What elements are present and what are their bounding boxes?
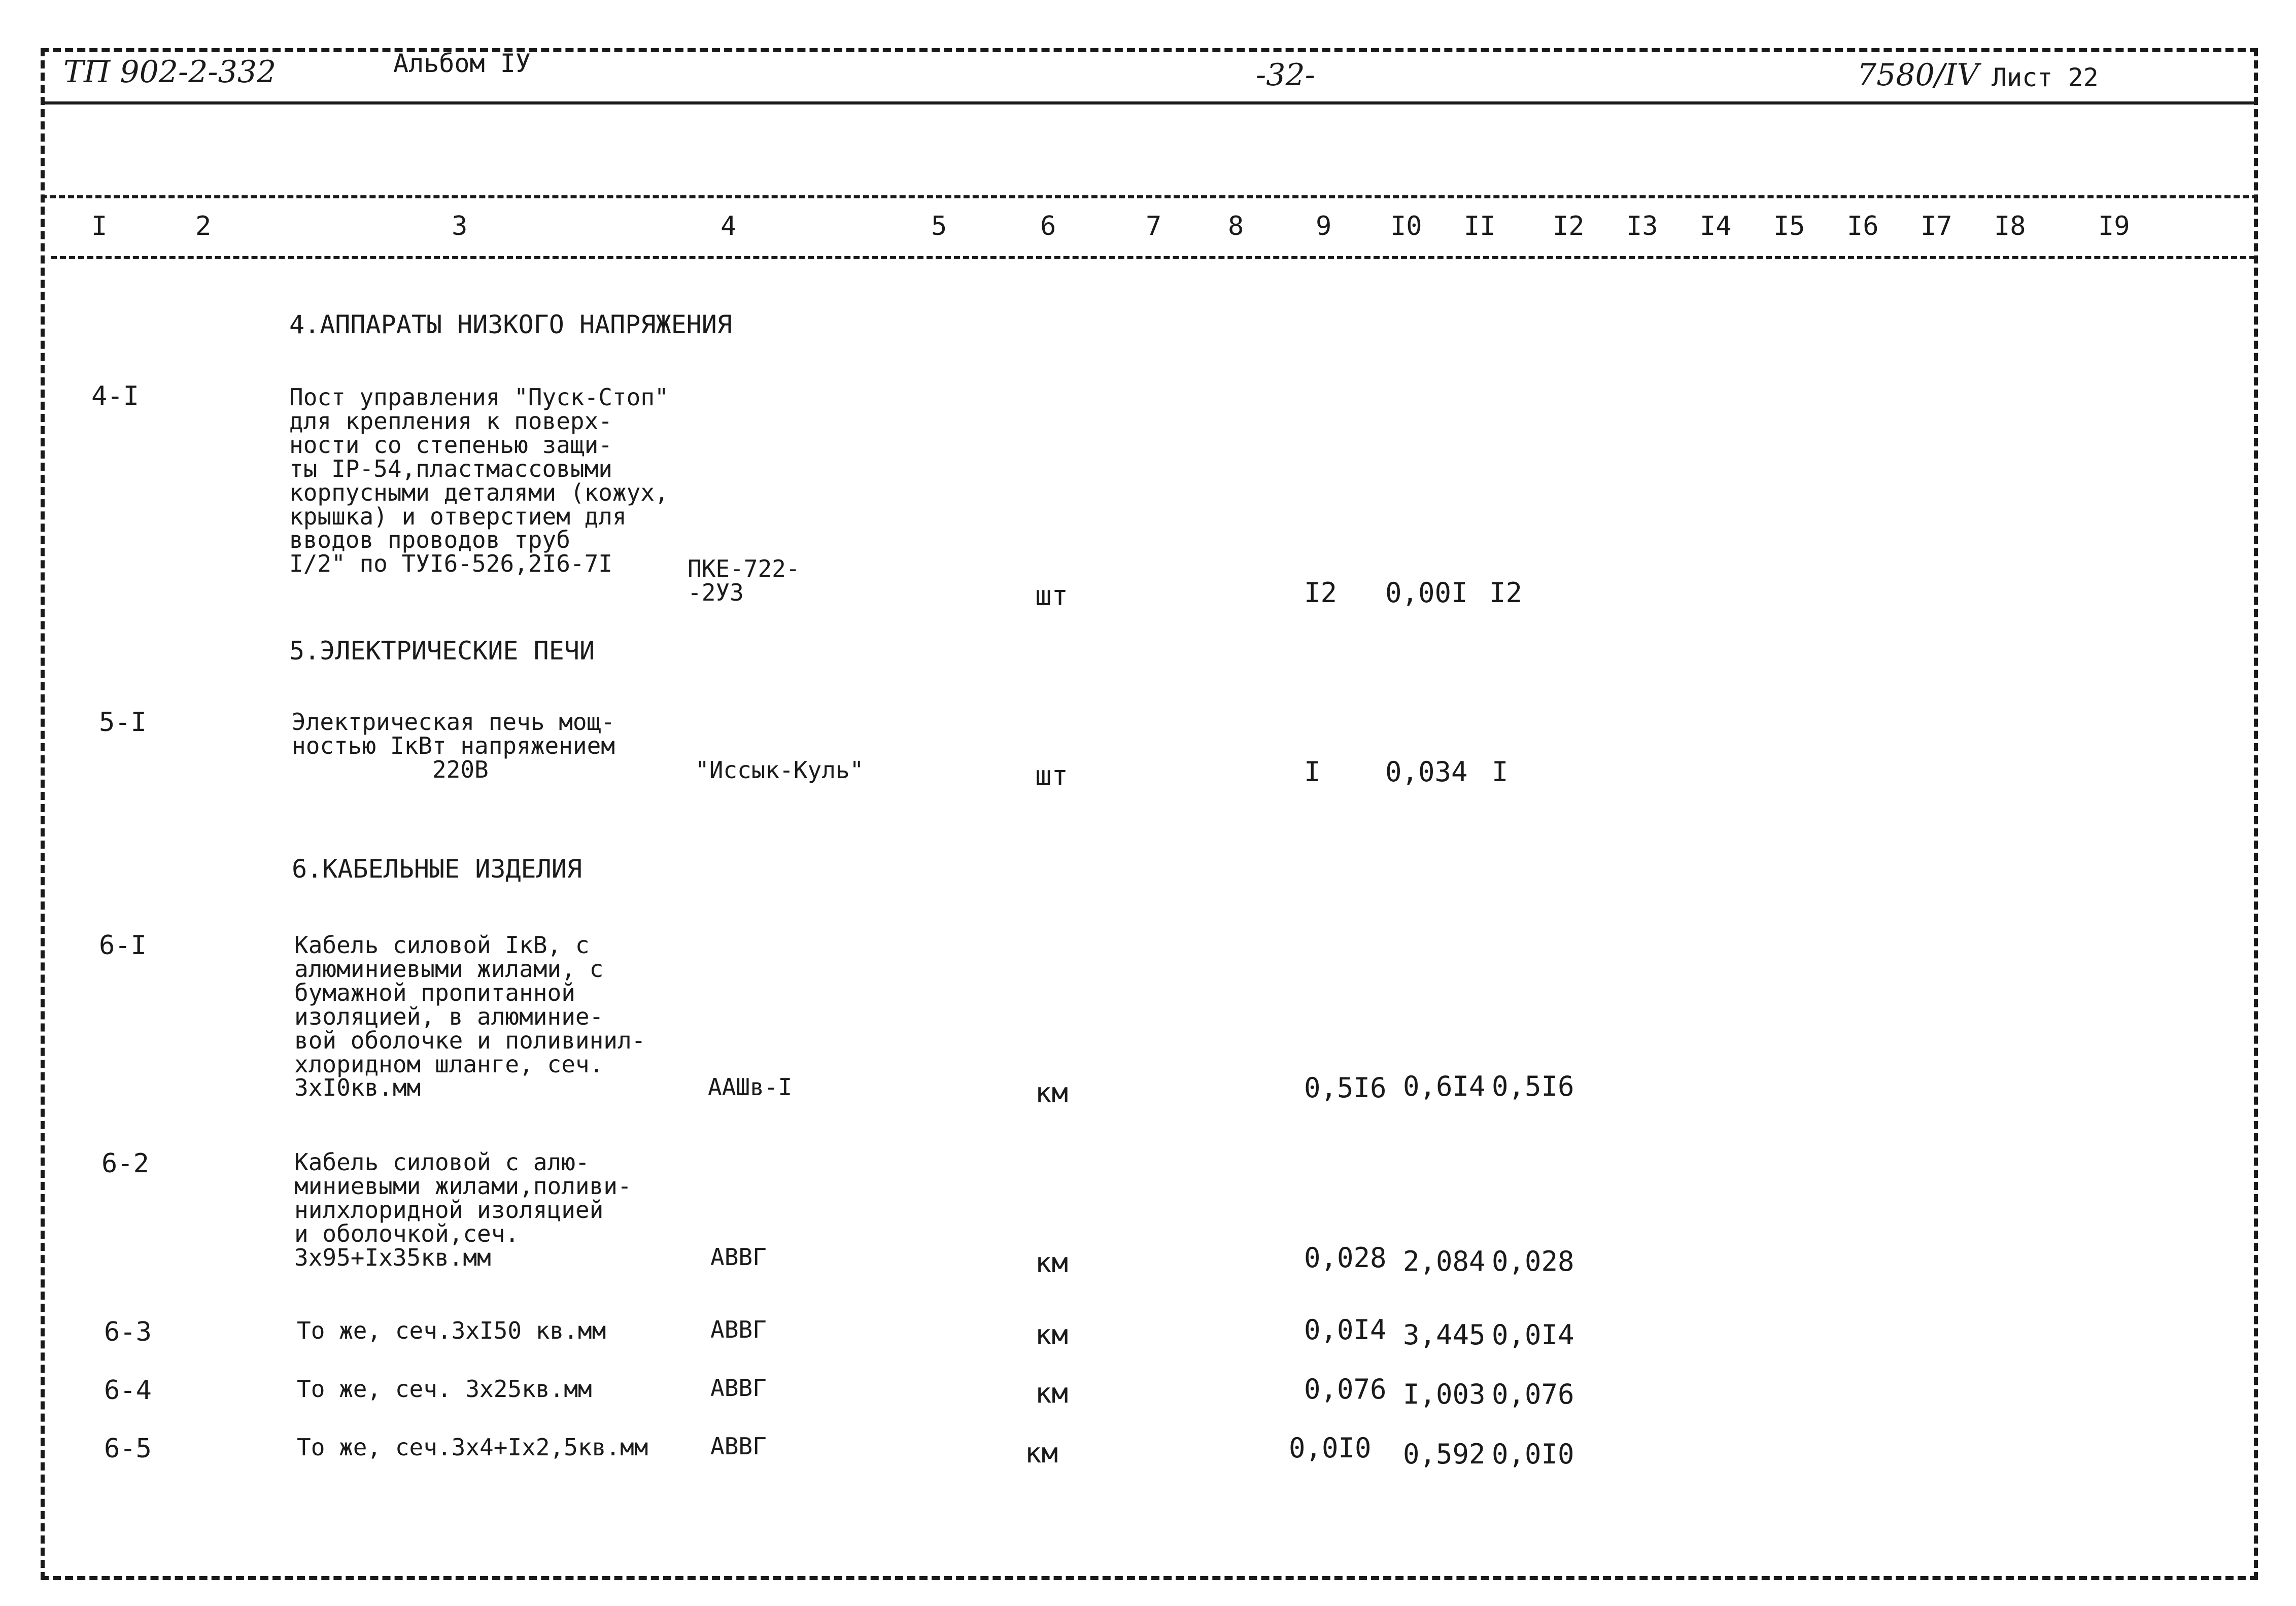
row-col9: 0,0I4 [1304,1314,1387,1346]
col-15: I5 [1773,211,1805,241]
row-col11: 0,076 [1492,1378,1574,1410]
row-description: То же, сеч.3хI50 кв.мм [297,1317,606,1344]
row-col11: 0,5I6 [1492,1070,1574,1102]
sheet-frame [41,48,2258,1580]
col-6: 6 [1040,211,1056,241]
row-position: 6-5 [104,1434,152,1464]
row-col9: I [1304,756,1321,788]
row-position: 5-I [99,707,147,738]
row-unit: шт [1035,760,1069,792]
row-col11: 0,0I4 [1492,1319,1574,1351]
row-position: 6-2 [101,1148,149,1179]
row-position: 4-I [91,381,139,411]
row-position: 6-3 [104,1317,152,1347]
row-type: АВВГ [710,1374,767,1402]
col-13: I3 [1626,211,1658,241]
table-top-rule [41,195,2258,198]
row-col10: 0,034 [1385,756,1468,788]
section-title: 5.ЭЛЕКТРИЧЕСКИЕ ПЕЧИ [289,636,595,666]
row-description: Кабель силовой IкВ, с алюминиевыми жилами, с бумажной пропитанной изоляцией, в алюминие- вой оболочке и поливинил- хлоридном шланге, сеч. 3хI0кв.мм [294,931,646,1102]
album-label: Альбом IУ [393,49,531,78]
row-col9: 0,0I0 [1289,1432,1372,1464]
row-unit: шт [1035,580,1069,612]
col-5: 5 [931,211,947,241]
row-unit: км [1035,1077,1069,1109]
row-type: АВВГ [710,1316,767,1343]
row-description: То же, сеч.3х4+Iх2,5кв.мм [297,1434,648,1461]
row-col10: 3,445 [1403,1319,1486,1351]
row-col10: 0,00I [1385,577,1468,609]
row-col10: 0,6I4 [1403,1070,1486,1102]
row-col11: 0,028 [1492,1245,1574,1277]
row-unit: км [1035,1377,1069,1409]
project-code: ТП 902-2-332 [63,54,277,90]
col-4: 4 [721,211,737,241]
row-col11: I2 [1489,577,1523,609]
row-description: Пост управления "Пуск-Стоп" для крепления к поверх- ности со степенью защи- ты IP-54,пластмассовыми корпусными деталями (кожух, крышка) и отверстием для вводов проводов труб I/2" по ТУI6-526,2I6-7I [289,383,669,578]
document-number: 7580/IV [1857,57,1979,93]
row-col11: I [1492,756,1509,788]
col-1: I [91,211,108,241]
col-14: I4 [1700,211,1732,241]
col-7: 7 [1146,211,1162,241]
col-17: I7 [1921,211,1952,241]
section-title: 6.КАБЕЛЬНЫЕ ИЗДЕЛИЯ [292,854,582,884]
row-description: Электрическая печь мощ- ностью IкВт напряжением 220В [292,708,615,783]
row-description: Кабель силовой с алю- миниевыми жилами,поливи- нилхлоридной изоляцией и оболочкой,сеч. 3х95+Iх35кв.мм [294,1148,632,1271]
row-unit: км [1035,1319,1069,1351]
row-type: ПКЕ-722- -2УЗ [688,555,800,606]
col-10: I0 [1390,211,1422,241]
col-18: I8 [1994,211,2026,241]
col-9: 9 [1316,211,1332,241]
col-3: 3 [452,211,468,241]
row-position: 6-4 [104,1375,152,1406]
col-2: 2 [195,211,212,241]
row-col9: 0,076 [1304,1373,1387,1405]
row-position: 6-I [99,930,147,961]
col-11: II [1464,211,1496,241]
col-16: I6 [1847,211,1879,241]
col-12: I2 [1553,211,1585,241]
row-col11: 0,0I0 [1492,1438,1574,1470]
row-col9: I2 [1304,577,1338,609]
row-col10: 0,592 [1403,1438,1486,1470]
header-rule [41,101,2258,104]
row-col10: I,003 [1403,1378,1486,1410]
row-col9: 0,028 [1304,1242,1387,1274]
sheet-label: Лист 22 [1992,63,2099,92]
row-col10: 2,084 [1403,1245,1486,1277]
row-type: ААШв-I [708,1073,793,1101]
row-type: АВВГ [710,1243,767,1271]
row-unit: км [1035,1247,1069,1279]
col-8: 8 [1228,211,1244,241]
section-title: 4.АППАРАТЫ НИЗКОГО НАПРЯЖЕНИЯ [289,310,732,339]
col-19: I9 [2098,211,2130,241]
row-description: То же, сеч. 3х25кв.мм [297,1375,592,1403]
column-header-rule [51,256,2255,259]
row-type: АВВГ [710,1433,767,1460]
row-unit: км [1025,1437,1058,1469]
row-type: "Иссык-Куль" [695,756,864,784]
page-number: -32- [1256,57,1315,93]
row-col9: 0,5I6 [1304,1072,1387,1104]
